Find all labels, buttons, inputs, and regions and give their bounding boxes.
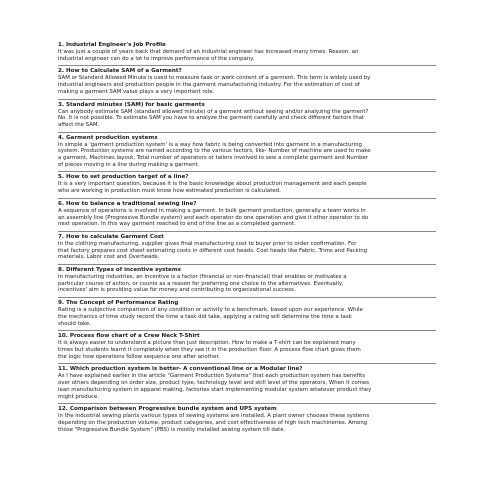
article-title: 12. Comparison between Progressive bundle system and UPS system [58, 406, 277, 413]
article-entry [58, 171, 436, 194]
summary-line: As I have explained earlier in the article "Garment Production Systems" that each production system has benefits [58, 373, 365, 380]
summary-line: industrial engineers and production people in the garment manufacturing industry. For the estimation of cost of [58, 82, 360, 89]
summary-line: times but students learnt it completely when they see it in the production floor. A process flow chart gives them [58, 346, 361, 353]
summary-line: over others depending on order size, product type, technology level and skill level of the operators. When it comes [58, 380, 370, 387]
article-summary [58, 241, 436, 261]
summary-line: In simple a 'garment production system' is a way how fabric is being converted into garment in a manufacturing [58, 141, 362, 148]
article-summary [58, 413, 436, 433]
summary-line: might produce. [58, 393, 100, 400]
article-summary [58, 49, 436, 62]
article-summary [58, 307, 436, 327]
summary-line: materials, Labor cost and Overheads. [58, 254, 160, 261]
summary-line: affect the SAM. [58, 121, 100, 128]
article-title: 6. How to balance a traditional sewing line? [58, 200, 197, 207]
article-title: 9. The Concept of Performance Rating [58, 300, 179, 307]
summary-line: making a garment SAM value plays a very important role. [58, 88, 215, 95]
article-entry [58, 198, 436, 228]
summary-line: a garment, Machines layout, Total number of operators or tailors involved to sew a complete garment and Number [58, 155, 369, 162]
article-entry [58, 40, 436, 62]
summary-line: next operation. In this way garment reached to end of the line as a completed garment. [58, 221, 296, 228]
article-summary [58, 340, 436, 360]
summary-line: It was just a couple of years back that demand of an industrial engineer has increased many times. Reason, an [58, 49, 359, 55]
summary-line: those "Progressive Bundle System" (PBS) is mostly installed sewing system till date. [58, 426, 286, 433]
summary-line: SAM or Standard Allowed Minute is used to measure task or work content of a garment. This term is widely used by [58, 75, 371, 82]
summary-line: the logic how operations follow sequence one after another. [58, 353, 221, 360]
summary-line: the mechanics of time study record the time a task did take, applying a rating will determine the time a task [58, 313, 352, 320]
article-title: 4. Garment production systems [58, 134, 158, 141]
article-title: 2. How to Calculate SAM of a Garment? [58, 68, 182, 75]
summary-line: particular course of action, or counts as a reason for preferring one choice to the alternatives. Eventually, [58, 280, 344, 287]
article-summary [58, 208, 436, 228]
summary-line: lean manufacturing system in apparel making, factories start implementing modular system whatever product they [58, 386, 372, 393]
article-title: 10. Process flow chart of a Crew Neck T-Shirt [58, 333, 200, 340]
summary-line: It is always easier to understand a picture than just description. How to make a T-shirt can be explained many [58, 340, 356, 347]
article-title: 3. Standard minutes (SAM) for basic garments [58, 101, 205, 108]
article-entry [58, 132, 436, 169]
summary-line: In the industrial sewing plants various types of sewing systems are installed. A plant owner chooses these systems [58, 413, 370, 420]
article-summary [58, 109, 436, 129]
article-entry [58, 330, 436, 360]
summary-line: Can anybody estimate SAM (standard allowed minute) of a garment without seeing and/or analyzing the garment? [58, 108, 369, 115]
article-title: 8. Different Types of incentive systems [58, 267, 182, 274]
summary-line: that factory prepares cost sheet estimating costs in different cost heads. Cost heads like Fabric, Trims and Packing [58, 247, 368, 254]
article-title: 11. Which production system is better- A conventional line or a Modular line? [58, 366, 303, 373]
article-entry [58, 231, 436, 261]
summary-line: No. It is not possible. To estimate SAM you have to analyze the garment carefully and check different factors that [58, 115, 365, 122]
article-summary [58, 142, 436, 169]
article-summary [58, 75, 436, 95]
summary-line: Rating is a subjective comparison of any condition or activity to a benchmark, based upon our experience. While [58, 307, 363, 314]
article-title: 1. Industrial Engineer's Job Profile [58, 42, 166, 48]
summary-line: system. Production systems are named according to the various factors, like- Number of machine are used to make [58, 148, 371, 155]
article-summary [58, 274, 436, 294]
article-entry [58, 264, 436, 294]
summary-line: In manufacturing industries, an incentive is a factor (financial or non-financial) that enables or motivates a [58, 274, 347, 281]
article-title: 5. How to set production target of a line? [58, 174, 189, 181]
summary-line: of pieces moving in a line during making a garment. [58, 161, 200, 168]
article-summary [58, 373, 436, 400]
summary-line: It is a very important question, because it is the basic knowledge about production management and each people [58, 181, 367, 188]
summary-line: industrial engineer can do a lot to improve performance of the company. [58, 55, 255, 62]
article-entry [58, 65, 436, 95]
summary-line: an assembly line (Progressive Bundle system) and each operator do one operation and give it other operator to do [58, 214, 369, 221]
summary-line: incentives' aim is providing value for money and contributing to organizational success. [58, 287, 296, 294]
article-title: 7. How to calculate Garment Cost [58, 233, 164, 240]
article-entry [58, 363, 436, 400]
summary-line: depending on the production volume, product categories, and cost effectiveness of high tech machineries. Among [58, 419, 368, 426]
article-entry [58, 99, 436, 129]
article-entry [58, 403, 436, 433]
article-list [58, 40, 436, 436]
summary-line: A sequence of operations is involved in making a garment. In bulk garment production, generally a team works in [58, 207, 366, 214]
article-entry [58, 297, 436, 327]
summary-line: should take. [58, 320, 91, 327]
article-summary [58, 181, 436, 194]
summary-line: In the clothing manufacturing, supplier gives final manufacturing cost to buyer prior to order confirmation. For [58, 240, 357, 247]
summary-line: who are working in production must know how estimated production is calculated. [58, 188, 281, 195]
